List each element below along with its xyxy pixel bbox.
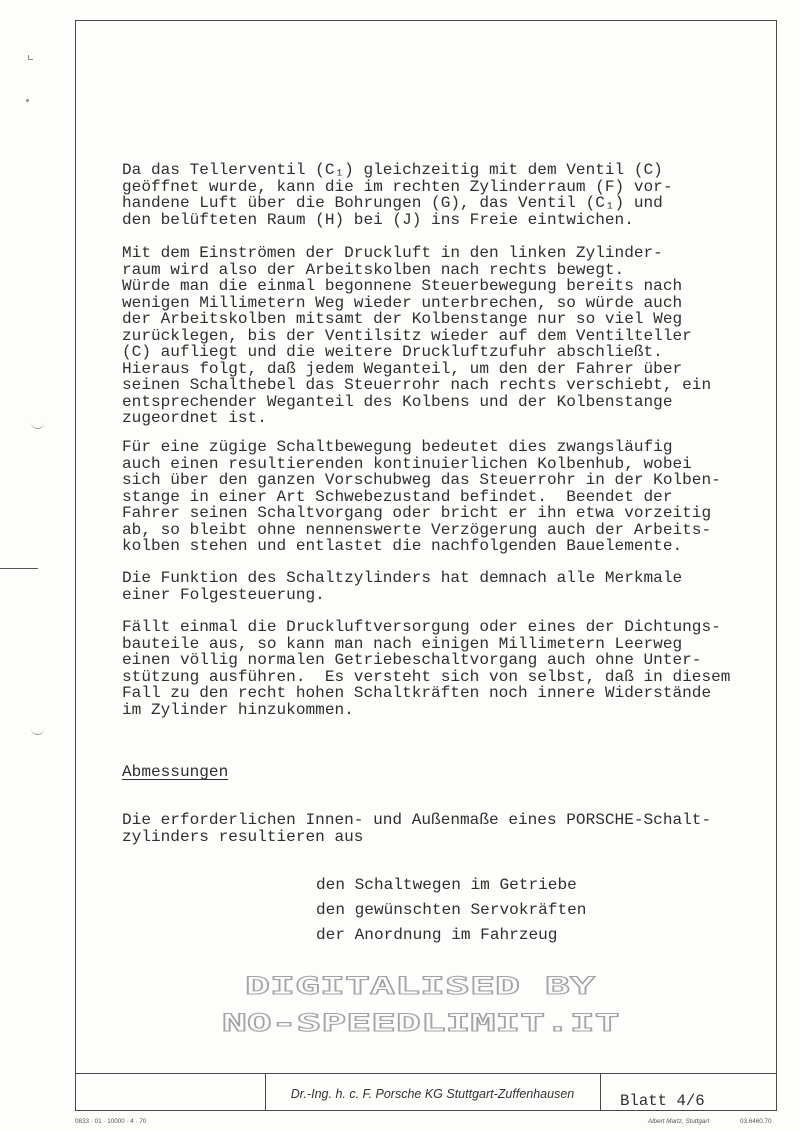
text-line: einer Folgesteuerung. <box>122 585 325 604</box>
punch-mark <box>26 99 29 102</box>
form-number: 0833 · 01 · 10000 · 4 · 70 <box>75 1118 147 1125</box>
fold-mark <box>31 727 44 735</box>
list-item: den gewünschten Servokräften <box>316 901 587 919</box>
section-heading-text: Abmessungen <box>122 763 229 781</box>
text-line: seinen Schalthebel das Steuerrohr nach rechts verschiebt, ein <box>122 376 712 394</box>
section-heading <box>122 764 228 781</box>
text-line: im Zylinder hinzukommen. <box>122 700 354 719</box>
text-line: den belüfteten Raum (H) bei (J) ins Freie eintwichen. <box>122 210 634 229</box>
printer-code: 03.6460.70 <box>740 1118 772 1125</box>
watermark-line-2: NO-SPEEDLIMIT.IT <box>222 1009 620 1037</box>
list-item: den Schaltwegen im Getriebe <box>316 876 577 894</box>
text-line: Fällt einmal die Druckluftversorgung oder eines der Dichtungs- <box>122 618 721 636</box>
footer-divider <box>600 1073 601 1111</box>
paragraph-6 <box>122 812 711 845</box>
text-line: stange in einer Art Schwebezustand befindet. Beendet der <box>122 487 673 506</box>
text-line: ab, so bleibt ohne nennenswerte Verzögerung auch der Arbeits- <box>122 520 712 539</box>
text-line: wenigen Millimetern Weg wieder unterbrechen, so würde auch <box>122 293 683 312</box>
text-line: geöffnet wurde, kann die im rechten Zylinderraum (F) vor- <box>122 177 673 196</box>
text-line: kolben stehen und entlastet die nachfolgenden Bauelemente. <box>122 537 683 555</box>
text-line: handene Luft über die Bohrungen (G), das Ventil (C₁) und <box>122 194 663 212</box>
frame-right-rule <box>776 20 777 1111</box>
text-line: zurücklegen, bis der Ventilsitz wieder auf dem Ventilteller <box>122 326 692 345</box>
printer-name: Albert Martz, Stuttgart <box>648 1118 710 1125</box>
footer-top-rule <box>75 1073 777 1074</box>
dimension-factors-list <box>316 877 586 952</box>
footer-company-name: Dr.-Ing. h. c. F. Porsche KG Stuttgart-Zuffenhausen <box>290 1087 575 1101</box>
paragraph-2 <box>122 245 711 427</box>
text-line: Würde man die einmal begonnene Steuerbewegung bereits nach <box>122 277 683 295</box>
text-line: Hieraus folgt, daß jedem Weganteil, um den der Fahrer über <box>122 359 683 378</box>
text-line: Für eine zügige Schaltbewegung bedeutet dies zwangsläufig <box>122 438 673 456</box>
text-line: auch einen resultierenden kontinuierlichen Kolbenhub, wobei <box>122 454 692 473</box>
text-line: Fahrer seinen Schaltvorgang oder bricht er ihn etwa vorzeitig <box>122 504 712 522</box>
text-line: einen völlig normalen Getriebeschaltvorgang auch ohne Unter- <box>122 651 702 669</box>
text-line: Fall zu den recht hohen Schaltkräften noch innere Widerstände <box>122 684 712 702</box>
text-line: Da das Tellerventil (C₁) gleichzeitig mit dem Ventil (C) <box>122 161 663 179</box>
paragraph-5 <box>122 619 730 718</box>
footer-bottom-rule <box>75 1110 777 1111</box>
text-line: entsprechender Weganteil des Kolbens und der Kolbenstange <box>122 392 673 411</box>
punch-mark <box>28 55 33 60</box>
paragraph-4 <box>122 570 682 603</box>
paragraph-1 <box>122 162 673 228</box>
text-line: raum wird also der Arbeitskolben nach rechts bewegt. <box>122 260 625 279</box>
text-line: Mit dem Einströmen der Druckluft in den linken Zylinder- <box>122 244 663 262</box>
fold-line <box>0 568 38 569</box>
sheet-number: Blatt 4/6 <box>620 1092 705 1110</box>
paragraph-3 <box>122 439 721 555</box>
text-line: der Arbeitskolben mitsamt der Kolbenstange nur so viel Weg <box>122 310 683 328</box>
text-line: sich über den ganzen Vorschubweg das Steuerrohr in der Kolben- <box>122 471 721 489</box>
text-line: (C) aufliegt und die weitere Druckluftzufuhr abschließt. <box>122 343 663 361</box>
text-line: zugeordnet ist. <box>122 409 267 427</box>
text-line: zylinders resultieren aus <box>122 827 364 846</box>
watermark-line-1: DIGITALISED BY <box>245 972 595 1000</box>
frame-top-rule <box>75 20 777 21</box>
text-line: bauteile aus, so kann man nach einigen Millimetern Leerweg <box>122 634 683 653</box>
list-item: der Anordnung im Fahrzeug <box>316 926 558 944</box>
fold-mark <box>31 421 44 429</box>
text-line: stützung ausführen. Es versteht sich von selbst, daß in diesem <box>122 667 731 686</box>
text-line: Die erforderlichen Innen- und Außenmaße eines PORSCHE-Schalt- <box>122 811 712 829</box>
frame-left-rule <box>75 20 76 1111</box>
text-line: Die Funktion des Schaltzylinders hat demnach alle Merkmale <box>122 569 683 587</box>
